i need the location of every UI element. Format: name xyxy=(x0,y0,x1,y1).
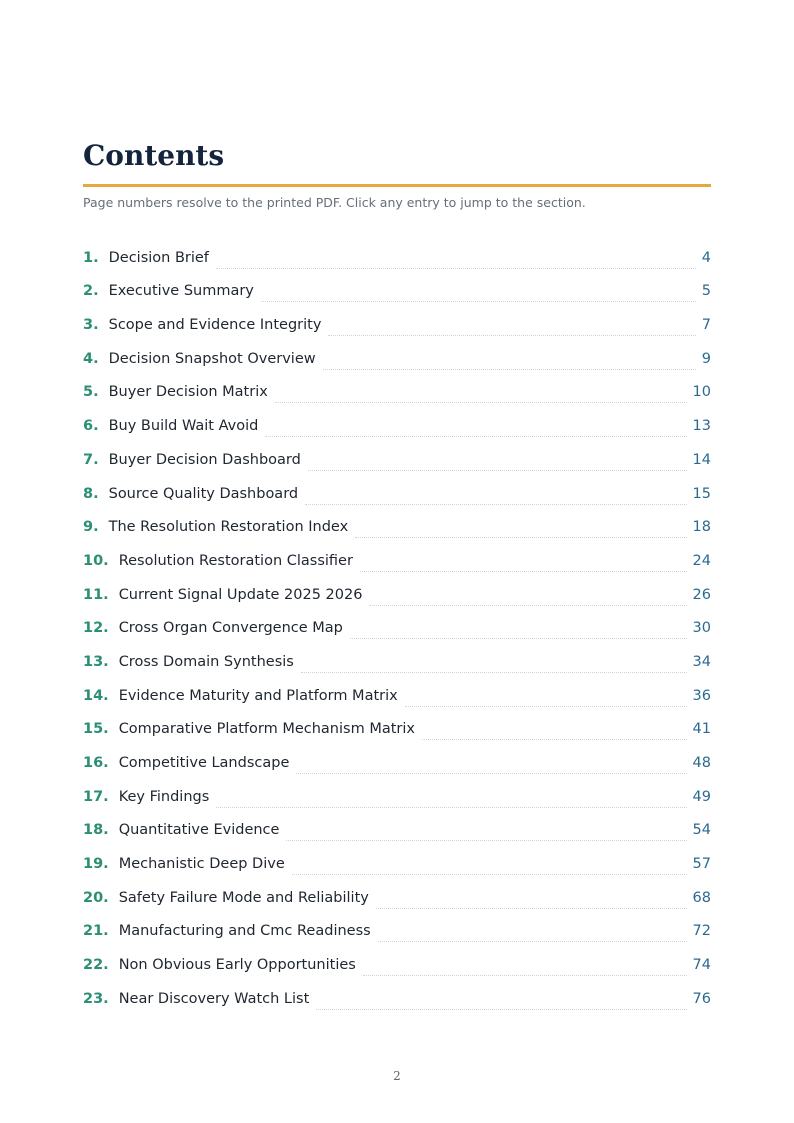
toc-entry-page-link[interactable]: 24 xyxy=(692,552,711,569)
toc-entry-page-link[interactable]: 74 xyxy=(692,957,711,974)
dot-leader xyxy=(301,672,687,673)
toc-entry[interactable] xyxy=(83,505,711,539)
dot-leader xyxy=(292,874,687,875)
toc-entry-page-link[interactable]: 48 xyxy=(692,755,711,771)
dot-leader xyxy=(369,605,686,606)
table-of-contents xyxy=(83,235,711,1010)
toc-entry[interactable] xyxy=(83,437,711,471)
dot-leader xyxy=(355,537,686,538)
toc-entry[interactable] xyxy=(83,909,711,943)
dot-leader xyxy=(216,268,696,269)
dot-leader xyxy=(363,975,687,976)
toc-entry-page-link[interactable]: 13 xyxy=(692,418,711,435)
dot-leader xyxy=(376,908,687,909)
toc-entry-label[interactable]: Source Quality Dashboard xyxy=(108,485,299,502)
toc-entry-number: 6. xyxy=(83,418,99,435)
toc-entry[interactable] xyxy=(83,673,711,707)
toc-entry[interactable] xyxy=(83,740,711,774)
toc-entry-label[interactable]: Cross Domain Synthesis xyxy=(118,653,294,670)
toc-entry-number: 4. xyxy=(83,350,99,367)
toc-entry[interactable] xyxy=(83,841,711,875)
toc-entry[interactable] xyxy=(83,572,711,606)
page-number: 2 xyxy=(393,1069,401,1083)
dot-leader xyxy=(316,1009,686,1010)
toc-entry-page-link[interactable]: 4 xyxy=(701,249,711,266)
toc-entry-page-link[interactable]: 5 xyxy=(701,283,711,300)
toc-entry[interactable] xyxy=(83,336,711,370)
toc-entry-page-link[interactable]: 18 xyxy=(692,519,711,536)
toc-entry[interactable] xyxy=(83,606,711,640)
toc-entry-label[interactable]: Comparative Platform Mechanism Matrix xyxy=(118,721,415,738)
toc-entry-label[interactable]: Quantitative Evidence xyxy=(118,822,280,839)
title-divider xyxy=(83,184,711,187)
dot-leader xyxy=(308,470,687,471)
toc-entry-page-link[interactable]: 41 xyxy=(692,721,711,738)
toc-entry-label[interactable]: Current Signal Update 2025 2026 xyxy=(118,586,363,603)
toc-entry-label[interactable]: Resolution Restoration Classifier xyxy=(118,552,353,569)
toc-entry-page-link[interactable]: 57 xyxy=(692,856,711,873)
toc-entry-number: 10. xyxy=(83,552,109,569)
toc-entry-number: 11. xyxy=(83,586,109,603)
toc-entry-number: 8. xyxy=(83,485,99,502)
toc-entry[interactable] xyxy=(83,774,711,808)
toc-entry-label[interactable]: Mechanistic Deep Dive xyxy=(118,856,285,873)
toc-entry-page-link[interactable]: 54 xyxy=(692,822,711,839)
toc-entry-page-link[interactable]: 9 xyxy=(701,350,711,367)
toc-entry-label[interactable]: Competitive Landscape xyxy=(118,755,290,771)
toc-entry-number: 18. xyxy=(83,822,109,839)
toc-entry-page-link[interactable]: 14 xyxy=(692,451,711,468)
dot-leader xyxy=(275,402,687,403)
toc-entry-label[interactable]: Buyer Decision Dashboard xyxy=(108,451,301,468)
toc-entry-number: 2. xyxy=(83,283,99,300)
toc-entry-page-link[interactable]: 7 xyxy=(701,317,711,334)
toc-entry[interactable] xyxy=(83,707,711,741)
dot-leader xyxy=(296,773,686,774)
toc-entry-label[interactable]: Non Obvious Early Opportunities xyxy=(118,957,356,974)
dot-leader xyxy=(405,706,687,707)
toc-entry[interactable] xyxy=(83,235,711,269)
toc-entry-number: 9. xyxy=(83,519,99,536)
dot-leader xyxy=(422,739,687,740)
toc-entry[interactable] xyxy=(83,538,711,572)
toc-entry-page-link[interactable]: 68 xyxy=(692,889,711,906)
toc-entry-number: 17. xyxy=(83,788,109,805)
toc-entry[interactable] xyxy=(83,471,711,505)
toc-entry-number: 19. xyxy=(83,856,109,873)
toc-entry-label[interactable]: Safety Failure Mode and Reliability xyxy=(118,889,369,906)
toc-entry-number: 22. xyxy=(83,957,109,974)
dot-leader xyxy=(323,369,696,370)
toc-entry-number: 14. xyxy=(83,687,109,704)
toc-entry-number: 7. xyxy=(83,451,99,468)
toc-entry-page-link[interactable]: 26 xyxy=(692,586,711,603)
toc-entry[interactable] xyxy=(83,639,711,673)
dot-leader xyxy=(265,436,686,437)
dot-leader xyxy=(328,335,695,336)
toc-entry-page-link[interactable]: 30 xyxy=(692,620,711,637)
toc-entry-label[interactable]: Decision Brief xyxy=(108,249,209,266)
toc-entry-label[interactable]: Buyer Decision Matrix xyxy=(108,384,268,401)
toc-entry-number: 15. xyxy=(83,721,109,738)
toc-entry[interactable] xyxy=(83,875,711,909)
toc-entry[interactable] xyxy=(83,302,711,336)
toc-entry-label[interactable]: Near Discovery Watch List xyxy=(118,990,310,1007)
toc-entry-number: 5. xyxy=(83,384,99,401)
toc-entry-label[interactable]: Scope and Evidence Integrity xyxy=(108,317,322,334)
toc-entry-label[interactable]: Manufacturing and Cmc Readiness xyxy=(118,923,371,940)
dot-leader xyxy=(350,638,687,639)
toc-entry-label[interactable]: The Resolution Restoration Index xyxy=(108,519,349,536)
toc-entry-number: 16. xyxy=(83,755,109,771)
toc-entry[interactable] xyxy=(83,403,711,437)
toc-entry-label[interactable]: Executive Summary xyxy=(108,283,254,300)
toc-entry-page-link[interactable]: 36 xyxy=(692,687,711,704)
dot-leader xyxy=(360,571,687,572)
toc-entry[interactable] xyxy=(83,976,711,1010)
toc-entry-number: 23. xyxy=(83,990,109,1007)
toc-entry-page-link[interactable]: 15 xyxy=(692,485,711,502)
toc-entry-number: 13. xyxy=(83,653,109,670)
page-title: Contents xyxy=(83,139,225,172)
toc-entry-label[interactable]: Buy Build Wait Avoid xyxy=(108,418,259,435)
dot-leader xyxy=(305,504,686,505)
toc-entry-label[interactable]: Cross Organ Convergence Map xyxy=(118,620,343,637)
dot-leader xyxy=(378,941,687,942)
dot-leader xyxy=(261,301,696,302)
toc-entry-page-link[interactable]: 72 xyxy=(692,923,711,940)
toc-entry[interactable] xyxy=(83,942,711,976)
toc-entry-number: 12. xyxy=(83,620,109,637)
toc-entry-page-link[interactable]: 10 xyxy=(692,384,711,401)
toc-entry[interactable] xyxy=(83,370,711,404)
dot-leader xyxy=(286,840,686,841)
toc-entry[interactable] xyxy=(83,808,711,842)
toc-entry-number: 20. xyxy=(83,889,109,906)
dot-leader xyxy=(216,807,686,808)
toc-entry-number: 3. xyxy=(83,317,99,334)
toc-entry-page-link[interactable]: 34 xyxy=(692,653,711,670)
toc-entry-number: 1. xyxy=(83,249,99,266)
toc-instructions: Page numbers resolve to the printed PDF. Click any entry to jump to the section. xyxy=(83,195,586,210)
toc-entry[interactable] xyxy=(83,269,711,303)
toc-entry-label[interactable]: Key Findings xyxy=(118,788,210,805)
toc-entry-page-link[interactable]: 49 xyxy=(692,788,711,805)
toc-entry-page-link[interactable]: 76 xyxy=(692,990,711,1007)
toc-entry-label[interactable]: Evidence Maturity and Platform Matrix xyxy=(118,687,398,704)
toc-entry-label[interactable]: Decision Snapshot Overview xyxy=(108,350,316,367)
toc-entry-number: 21. xyxy=(83,923,109,940)
